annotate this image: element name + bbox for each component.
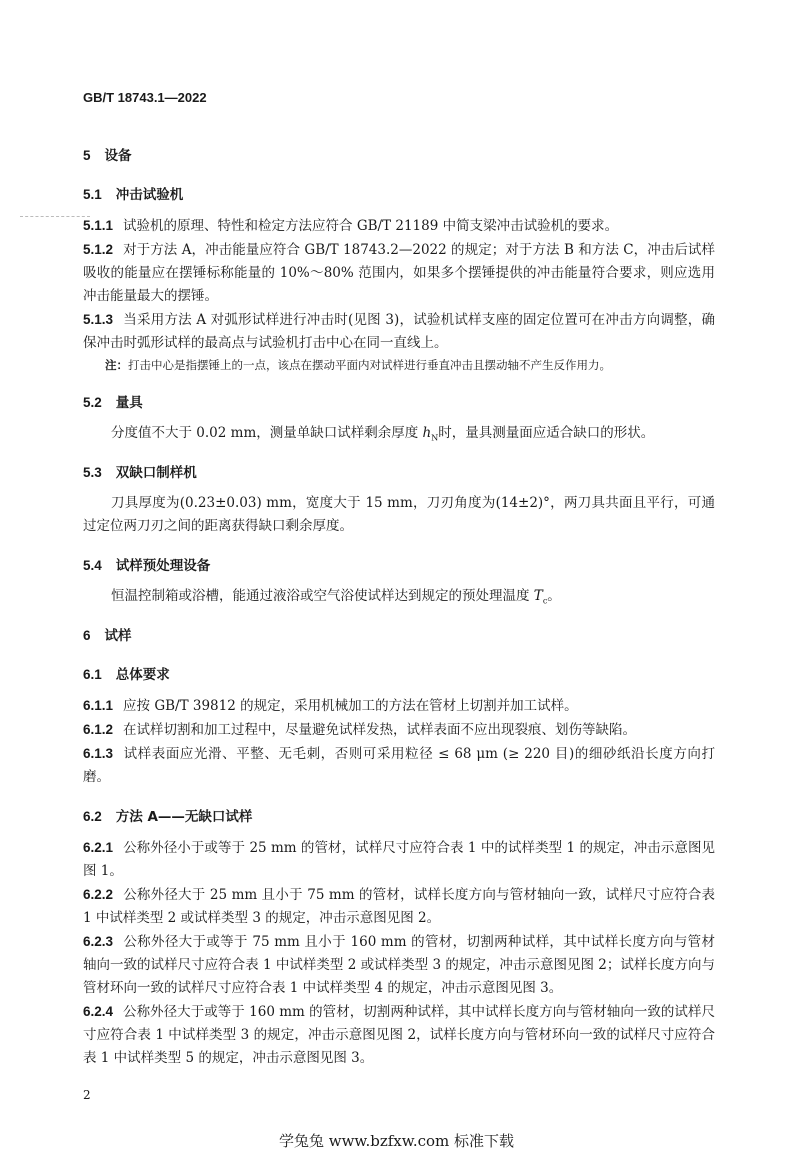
- section-5-3-heading: [83, 462, 715, 484]
- clause-block-6-2: [83, 836, 715, 1070]
- clause-text: 应按 GB/T 39812 的规定，采用机械加工的方法在管材上切割并加工试样。: [123, 698, 578, 714]
- clause-6-1-1: [83, 694, 715, 718]
- clause-number: 6.2.3: [83, 934, 114, 949]
- clause-number: 6.1.2: [83, 722, 114, 737]
- section-number: 5.3: [83, 465, 102, 480]
- clause-5-1-3: [83, 308, 715, 355]
- clause-text: 公称外径大于 25 mm 且小于 75 mm 的管材，试样长度方向与管材轴向一致，试样尺寸应符合表 1 中试样类型 2 或试样类型 3 的规定，冲击示意图见图 2。: [83, 887, 715, 926]
- symbol: T: [533, 588, 543, 604]
- section-title: 试样: [104, 628, 132, 644]
- section-6-2-heading: [83, 806, 715, 828]
- section-6-heading: [83, 625, 715, 647]
- scan-artifact-line: [20, 216, 90, 217]
- section-title: 试样预处理设备: [115, 558, 211, 574]
- section-title: 量具: [115, 395, 143, 411]
- clause-text: 试样表面应光滑、平整、无毛刺，否则可采用粒径 ≤ 68 μm (≥ 220 目)的细砂纸沿长度方向打磨。: [83, 746, 715, 785]
- clause-number: 6.1.3: [83, 746, 114, 761]
- section-6-1-heading: [83, 664, 715, 686]
- section-5-heading: [83, 145, 715, 167]
- clause-number: 6.2.4: [83, 1004, 114, 1019]
- clause-6-2-2: [83, 883, 715, 930]
- clause-text: 试验机的原理、特性和检定方法应符合 GB/T 21189 中简支梁冲击试验机的要求。: [123, 218, 619, 234]
- clause-6-2-3: [83, 930, 715, 1000]
- clause-number: 5.1.1: [83, 218, 114, 233]
- page-number: 2: [83, 1088, 91, 1102]
- symbol-subscript: c: [542, 596, 548, 606]
- clause-6-2-4: [83, 1000, 715, 1070]
- section-number: 6.2: [83, 809, 102, 824]
- clause-number: 6.2.2: [83, 887, 114, 902]
- section-number: 5.1: [83, 187, 102, 202]
- clause-text: 公称外径大于或等于 160 mm 的管材，切割两种试样，其中试样长度方向与管材轴向一致的试样尺寸应符合表 1 中试样类型 3 的规定，冲击示意图见图 2，试样长度方向与管材环向一致的试样尺寸应符合表 1 中试样类型 5 的规定，冲击示意图见图 3。: [83, 1004, 715, 1066]
- section-number: 5.2: [83, 395, 102, 410]
- section-5-4-heading: [83, 555, 715, 577]
- clause-number: 5.1.3: [83, 312, 114, 327]
- section-title: 冲击试验机: [115, 187, 184, 203]
- text: 时，量具测量面应适合缺口的形状。: [438, 425, 655, 441]
- section-number: 6: [83, 628, 91, 643]
- note-label: 注：: [105, 358, 128, 372]
- section-title: 双缺口制样机: [115, 465, 197, 481]
- clause-6-1-2: [83, 718, 715, 742]
- clause-5-1-1: [83, 214, 715, 238]
- clause-text: 公称外径小于或等于 25 mm 的管材，试样尺寸应符合表 1 中的试样类型 1 的规定，冲击示意图见图 1。: [83, 840, 715, 879]
- clause-6-1-3: [83, 742, 715, 789]
- clause-block-5-1: [83, 214, 715, 375]
- section-5-2-text: [83, 422, 715, 445]
- text: 恒温控制箱或浴槽，能通过液浴或空气浴使试样达到规定的预处理温度: [111, 588, 534, 604]
- clause-number: 6.2.1: [83, 840, 114, 855]
- clause-text: 在试样切割和加工过程中，尽量避免试样发热，试样表面不应出现裂痕、划伤等缺陷。: [123, 722, 637, 738]
- clause-number: 5.1.2: [83, 242, 114, 257]
- clause-6-2-1: [83, 836, 715, 883]
- text: 。: [547, 588, 561, 604]
- section-number: 6.1: [83, 667, 102, 682]
- clause-text: 公称外径大于或等于 75 mm 且小于 160 mm 的管材，切割两种试样，其中试样长度方向与管材轴向一致的试样尺寸应符合表 1 中试样类型 2 或试样类型 3 的规定，冲击示意图见图 2；试样长度方向与管材环向一致的试样尺寸应符合表 1 中试样类型 4 的规定，冲击示意图见图 3。: [83, 934, 715, 996]
- clause-text: 对于方法 A，冲击能量应符合 GB/T 18743.2—2022 的规定；对于方法 B 和方法 C，冲击后试样吸收的能量应在摆锤标称能量的 10%～80% 范围内，如果多个摆锤提供的冲击能量符合要求，则应选用冲击能量最大的摆锤。: [83, 242, 715, 304]
- note: [83, 355, 715, 375]
- section-title: 总体要求: [115, 667, 170, 683]
- standard-number-header: GB/T 18743.1—2022: [83, 90, 207, 105]
- section-5-2-heading: [83, 392, 715, 414]
- note-text: 打击中心是指摆锤上的一点，该点在摆动平面内对试样进行垂直冲击且摆动轴不产生反作用力。: [128, 358, 611, 372]
- symbol: h: [422, 425, 432, 441]
- symbol-subscript: N: [431, 433, 439, 443]
- section-title: 方法 A——无缺口试样: [115, 809, 253, 825]
- clause-5-1-2: [83, 238, 715, 308]
- section-5-3-text: 刀具厚度为(0.23±0.03) mm，宽度大于 15 mm，刀刃角度为(14±2)°，两刀具共面且平行，可通过定位两刀刃之间的距离获得缺口剩余厚度。: [83, 495, 715, 534]
- clause-text: 当采用方法 A 对弧形试样进行冲击时(见图 3)，试验机试样支座的固定位置可在冲击方向调整，确保冲击时弧形试样的最高点与试验机打击中心在同一直线上。: [83, 312, 715, 351]
- section-5-4-text: [83, 585, 715, 608]
- clause-number: 6.1.1: [83, 698, 114, 713]
- watermark-footer: 学兔兔 www.bzfxw.com 标准下载: [278, 1132, 515, 1150]
- section-title: 设备: [104, 148, 132, 164]
- clause-block-6-1: [83, 694, 715, 789]
- section-number: 5: [83, 148, 91, 163]
- text: 分度值不大于 0.02 mm，测量单缺口试样剩余厚度: [111, 425, 423, 441]
- section-5-1-heading: [83, 184, 715, 206]
- section-number: 5.4: [83, 558, 102, 573]
